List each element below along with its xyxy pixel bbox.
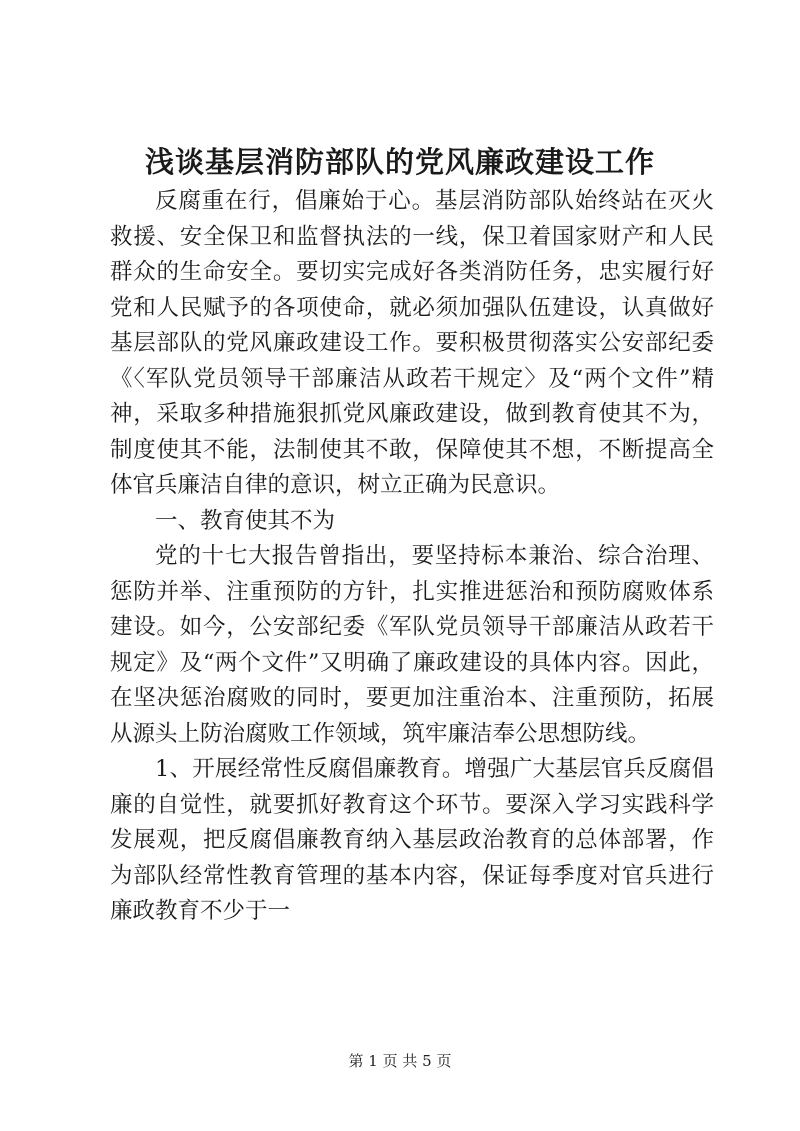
section-heading-1: 一、教育使其不为 bbox=[155, 507, 336, 534]
document-body bbox=[110, 184, 714, 930]
paragraph-item-1: 1、开展经常性反腐倡廉教育。增强广大基层官兵反腐倡廉的自觉性，就要抓好教育这个环节。要深入学习实践科学发展观，把反腐倡廉教育纳入基层政治教育的总体部署，作为部队经常性教育管理的基本内容，保证每季度对官兵进行廉政教育不少于一 bbox=[110, 756, 714, 924]
paragraph-intro: 反腐重在行，倡廉始于心。基层消防部队始终站在灭火救援、安全保卫和监督执法的一线，保卫着国家财产和人民群众的生命安全。要切实完成好各类消防任务，忠实履行好党和人民赋予的各项使命，就必须加强队伍建设，认真做好基层部队的党风廉政建设工作。要积极贯彻落实公安部纪委《〈军队党员领导干部廉洁从政若干规定〉及“两个文件”精神，采取多种措施狠抓党风廉政建设，做到教育使其不为，制度使其不能，法制使其不敢，保障使其不想，不断提高全体官兵廉洁自律的意识，树立正确为民意识。 bbox=[110, 188, 714, 498]
page-number-footer: 第 1 页 共 5 页 bbox=[348, 1052, 452, 1070]
paragraph-section-1: 党的十七大报告曾指出，要坚持标本兼治、综合治理、惩防并举、注重预防的方针，扎实推进惩治和预防腐败体系建设。如今，公安部纪委《军队党员领导干部廉洁从政若干规定》及“两个文件”又明确了廉政建设的具体内容。因此，在坚决惩治腐败的同时，要更加注重治本、注重预防，拓展从源头上防治腐败工作领域，筑牢廉洁奉公思想防线。 bbox=[110, 543, 714, 747]
document-title: 浅谈基层消防部队的党风廉政建设工作 bbox=[144, 145, 655, 179]
